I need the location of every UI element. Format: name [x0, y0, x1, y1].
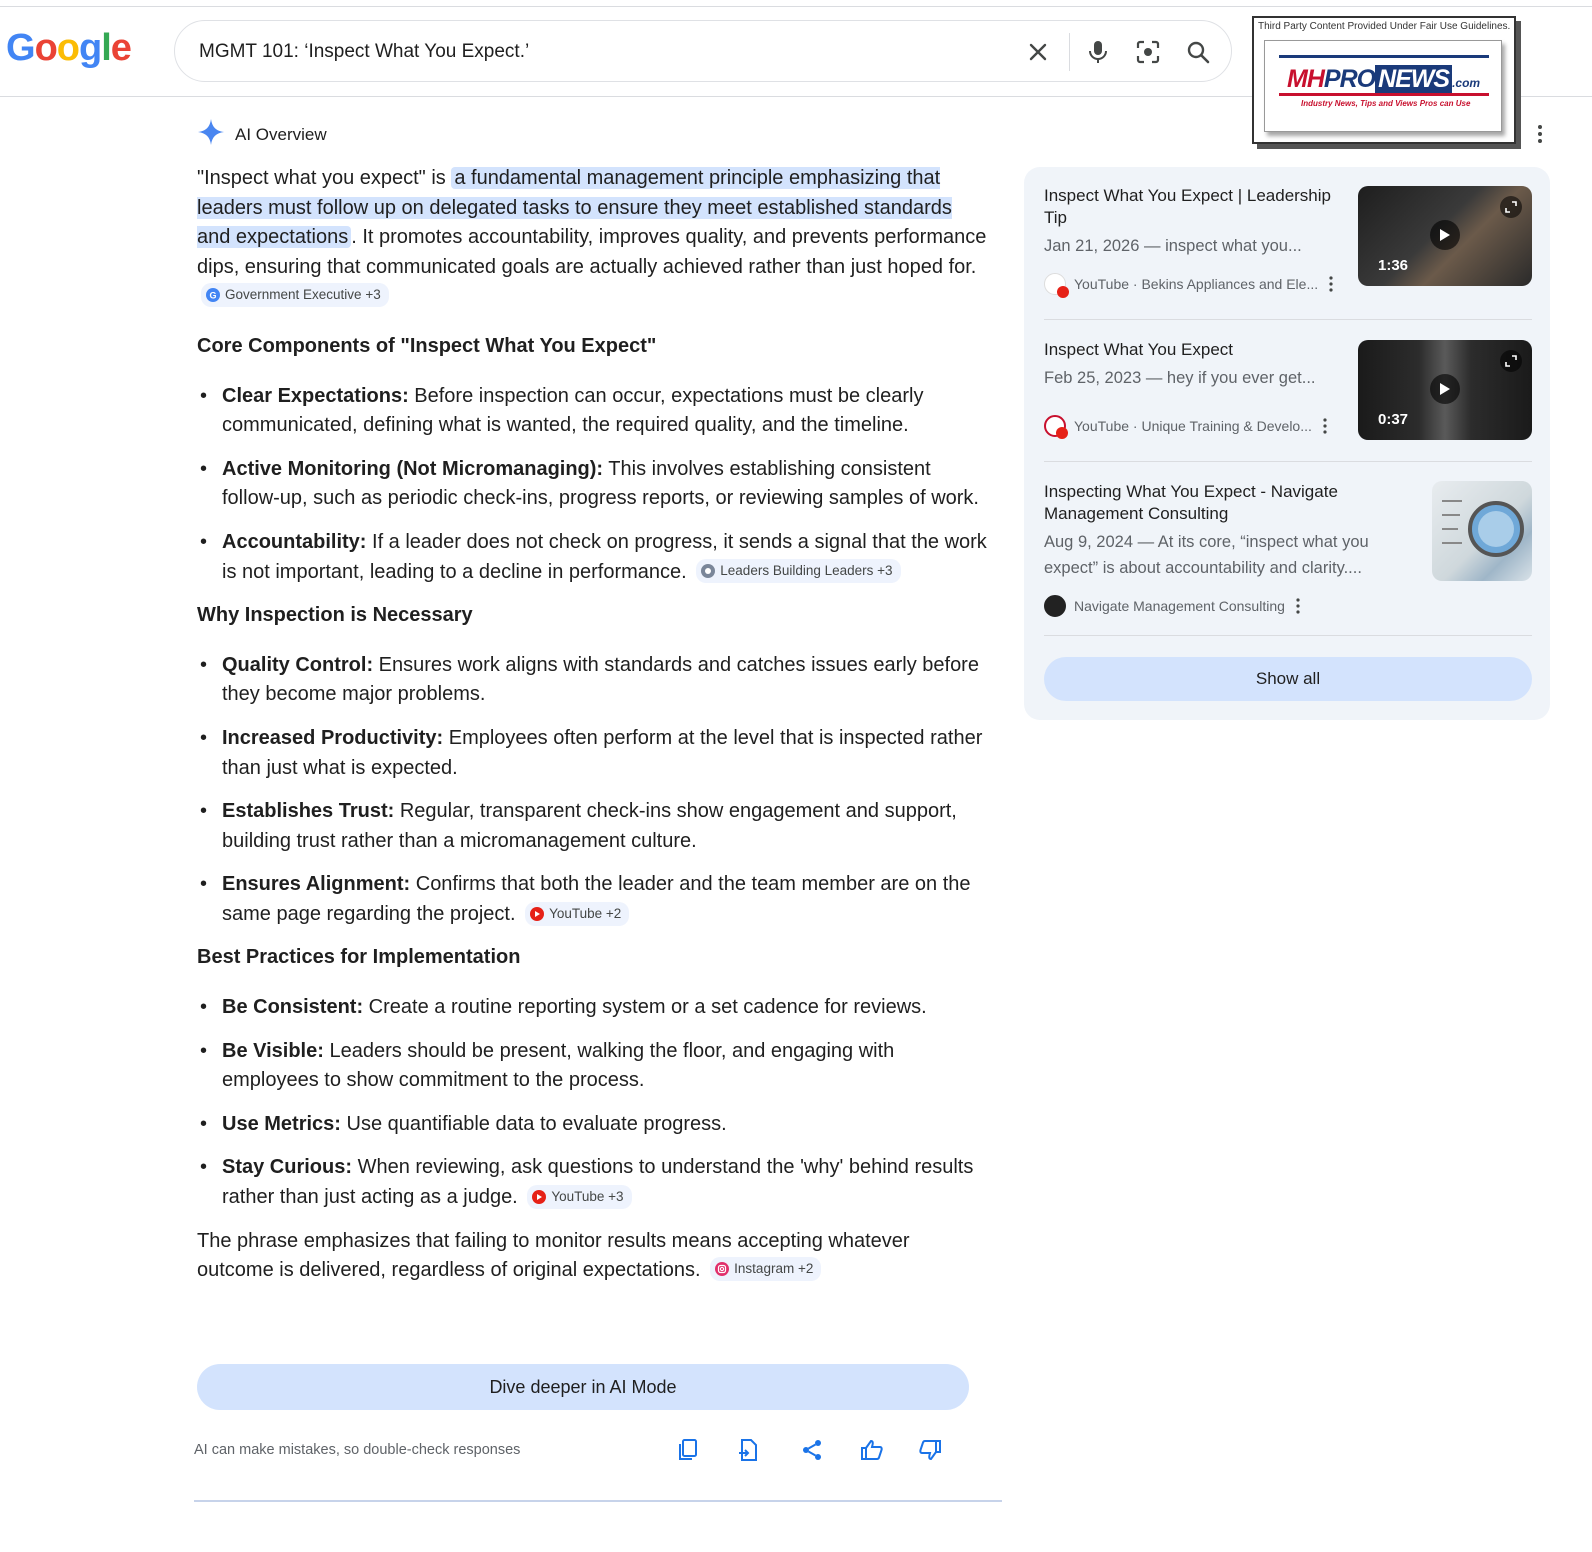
source-title[interactable]: Inspect What You Expect — [1044, 340, 1234, 359]
youtube-icon — [530, 907, 544, 921]
list-item — [197, 797, 987, 856]
list-item-term: Active Monitoring (Not Micromanaging): — [222, 457, 604, 480]
expand-icon[interactable] — [1500, 350, 1522, 372]
list-item-text: Ensures work aligns with standards and catches issues early before they become major problems. — [222, 653, 979, 706]
source-attribution — [1044, 595, 1303, 617]
ai-disclaimer: AI can make mistakes, so double-check responses — [194, 1442, 521, 1458]
more-options-icon[interactable] — [1532, 122, 1548, 146]
list-item — [197, 455, 987, 514]
source-name: YouTube · Unique Training & Develo... — [1074, 418, 1312, 434]
intro-lead: "Inspect what you expect" is — [197, 167, 452, 189]
top-border — [0, 6, 1592, 7]
video-duration: 1:36 — [1378, 257, 1409, 274]
dive-deeper-button[interactable]: Dive deeper in AI Mode — [197, 1364, 969, 1410]
list-item-term: Clear Expectations: — [222, 384, 409, 407]
source-title[interactable]: Inspect What You Expect | Leadership Tip — [1044, 186, 1331, 227]
list-item — [197, 870, 987, 929]
list-item-term: Increased Productivity: — [222, 726, 444, 749]
logo-letter: e — [110, 27, 131, 69]
thumbs-up-icon[interactable] — [858, 1436, 886, 1464]
logo-letter: o — [34, 27, 57, 69]
list-item-text: This involves establishing consistent follow-up, such as periodic check-ins, progress reports, or reviewing samples of work. — [222, 457, 979, 510]
svg-text:G: G — [209, 290, 217, 301]
intro-tail: . It promotes accountability, improves quality, and prevents performance dips, ensuring that communicated goals are actually achieved rather than just hoped for. — [197, 226, 987, 278]
closing-text: The phrase emphasizes that failing to monitor results means accepting whatever outcome is delivered, regardless of original expectations. — [197, 1229, 910, 1282]
card-more-icon[interactable] — [1326, 275, 1336, 293]
card-divider — [1044, 635, 1532, 636]
youtube-icon — [1057, 286, 1069, 298]
source-chip-government-executive[interactable]: G Government Executive +3 — [201, 283, 389, 307]
bullet-list — [197, 993, 987, 1213]
list-item-term: Stay Curious: — [222, 1156, 353, 1179]
list-item-text: If a leader does not check on progress, it sends a signal that the work is not important, leading to a decline in performance. — [222, 530, 987, 583]
video-thumbnail[interactable] — [1358, 340, 1532, 440]
share-icon[interactable] — [798, 1436, 826, 1464]
intro-highlight[interactable]: a fundamental management principle emphasizing that leaders must follow up on delegated tasks to ensure they meet established standards and expectations — [197, 167, 952, 249]
play-icon[interactable] — [1430, 220, 1460, 250]
list-item-text: Before inspection can occur, expectations must be clearly communicated, defining what is wanted, the required quality, and the timeline. — [222, 384, 924, 437]
logo-letter: G — [6, 27, 35, 69]
video-thumbnail[interactable] — [1358, 186, 1532, 286]
list-item-text: Employees often perform at the level that is inspected rather than just what is expected. — [222, 726, 983, 779]
section-heading: Core Components of "Inspect What You Expect" — [197, 334, 657, 357]
source-chip[interactable]: Leaders Building Leaders +3 — [696, 559, 900, 583]
microphone-icon[interactable] — [1083, 37, 1113, 67]
source-chip-instagram[interactable]: Instagram +2 — [710, 1257, 821, 1281]
ai-overview-content — [197, 164, 987, 1306]
list-item-term: Use Metrics: — [222, 1112, 341, 1135]
clear-icon[interactable] — [1023, 37, 1053, 67]
ai-overview-title: AI Overview — [235, 124, 327, 144]
source-snippet: Jan 21, 2026 — inspect what you... — [1044, 237, 1302, 255]
list-item — [197, 382, 987, 441]
list-item-term: Be Consistent: — [222, 996, 364, 1019]
gemini-spark-icon — [197, 118, 225, 151]
channel-avatar — [1044, 595, 1066, 617]
leaders-building-leaders-icon — [701, 564, 715, 578]
bottom-divider — [194, 1500, 1002, 1502]
show-all-button[interactable]: Show all — [1044, 657, 1532, 701]
bullet-list — [197, 651, 987, 930]
list-item-text: When reviewing, ask questions to understand the 'why' behind results rather than just acting as a judge. — [222, 1156, 974, 1209]
play-icon[interactable] — [1430, 374, 1460, 404]
video-duration: 0:37 — [1378, 411, 1409, 428]
sources-panel — [1024, 167, 1550, 720]
youtube-icon — [532, 1190, 546, 1204]
search-icon[interactable] — [1183, 37, 1213, 67]
source-card[interactable] — [1044, 185, 1532, 305]
section-heading: Why Inspection is Necessary — [197, 604, 473, 627]
list-item-text: Use quantifiable data to evaluate progress. — [340, 1112, 727, 1135]
bullet-list — [197, 382, 987, 588]
export-doc-icon[interactable] — [734, 1436, 762, 1464]
source-name: YouTube · Bekins Appliances and Ele... — [1074, 276, 1319, 292]
list-item-text: Leaders should be present, walking the floor, and engaging with employees to show commitment to the process. — [222, 1039, 895, 1092]
youtube-icon — [1056, 427, 1068, 439]
card-divider — [1044, 319, 1532, 320]
source-card[interactable] — [1044, 339, 1532, 449]
source-snippet: Aug 9, 2024 — At its core, “inspect what you expect” is about accountability and clarity.... — [1044, 533, 1369, 577]
list-item-text: Create a routine reporting system or a set cadence for reviews. — [363, 996, 927, 1019]
source-snippet: Feb 25, 2023 — hey if you ever get... — [1044, 369, 1316, 387]
list-item-text: Confirms that both the leader and the team member are on the same page regarding the project. — [222, 873, 971, 925]
puzzle-magnifier-image — [1432, 481, 1532, 581]
source-attribution — [1044, 415, 1330, 437]
ai-overview-header — [197, 118, 327, 151]
logo-bottom-line — [1279, 93, 1489, 96]
copy-icon[interactable] — [674, 1436, 702, 1464]
list-item — [197, 993, 987, 1023]
camera-lens-icon[interactable] — [1133, 37, 1163, 67]
instagram-icon — [715, 1262, 729, 1276]
fair-use-note: Third Party Content Provided Under Fair Use Guidelines. — [1258, 21, 1511, 32]
article-thumbnail[interactable] — [1432, 481, 1532, 581]
source-name: Navigate Management Consulting — [1074, 598, 1285, 614]
intro-paragraph — [197, 164, 987, 312]
mhpronews-logo: MHPRO NEWS .com — [1287, 65, 1481, 93]
list-item — [197, 724, 987, 783]
search-bar[interactable] — [174, 20, 1232, 82]
list-item — [197, 528, 987, 587]
source-chip[interactable]: YouTube +2 — [525, 902, 629, 926]
list-item — [197, 1110, 987, 1140]
mhpronews-badge — [1252, 16, 1516, 144]
closing-paragraph — [197, 1227, 987, 1286]
section-heading: Best Practices for Implementation — [197, 946, 521, 969]
card-divider — [1044, 461, 1532, 462]
list-item — [197, 1037, 987, 1096]
source-title[interactable]: Inspecting What You Expect - Navigate Management Consulting — [1044, 482, 1338, 523]
list-item — [197, 651, 987, 710]
source-attribution — [1044, 273, 1336, 295]
list-item-text: Regular, transparent check-ins show engagement and support, building trust rather than a micromanagement culture. — [222, 800, 957, 852]
list-item-term: Be Visible: — [222, 1039, 324, 1062]
mhpronews-tagline: Industry News, Tips and Views Pros can Use — [1301, 99, 1471, 108]
card-more-icon[interactable] — [1320, 417, 1330, 435]
list-item-term: Ensures Alignment: — [222, 873, 411, 896]
source-chip[interactable]: YouTube +3 — [527, 1185, 631, 1209]
logo-top-line — [1279, 55, 1489, 58]
list-item-term: Accountability: — [222, 530, 367, 553]
thumbs-down-icon[interactable] — [916, 1436, 944, 1464]
logo-letter: o — [56, 27, 79, 69]
overview-sections — [197, 332, 987, 1213]
mhpronews-logo-box — [1264, 40, 1502, 132]
list-item-term: Quality Control: — [222, 653, 374, 676]
logo-letter: l — [101, 27, 111, 69]
card-more-icon[interactable] — [1293, 597, 1303, 615]
list-item-term: Establishes Trust: — [222, 800, 395, 823]
expand-icon[interactable] — [1500, 196, 1522, 218]
government-executive-icon — [206, 288, 220, 302]
google-logo[interactable] — [6, 26, 131, 70]
source-card[interactable] — [1044, 481, 1532, 621]
channel-avatar — [1044, 415, 1066, 437]
search-divider — [1069, 33, 1070, 71]
list-item — [197, 1153, 987, 1212]
search-input[interactable]: MGMT 101: ‘Inspect What You Expect.’ — [199, 41, 530, 62]
logo-letter: g — [79, 27, 102, 69]
channel-avatar — [1044, 273, 1066, 295]
